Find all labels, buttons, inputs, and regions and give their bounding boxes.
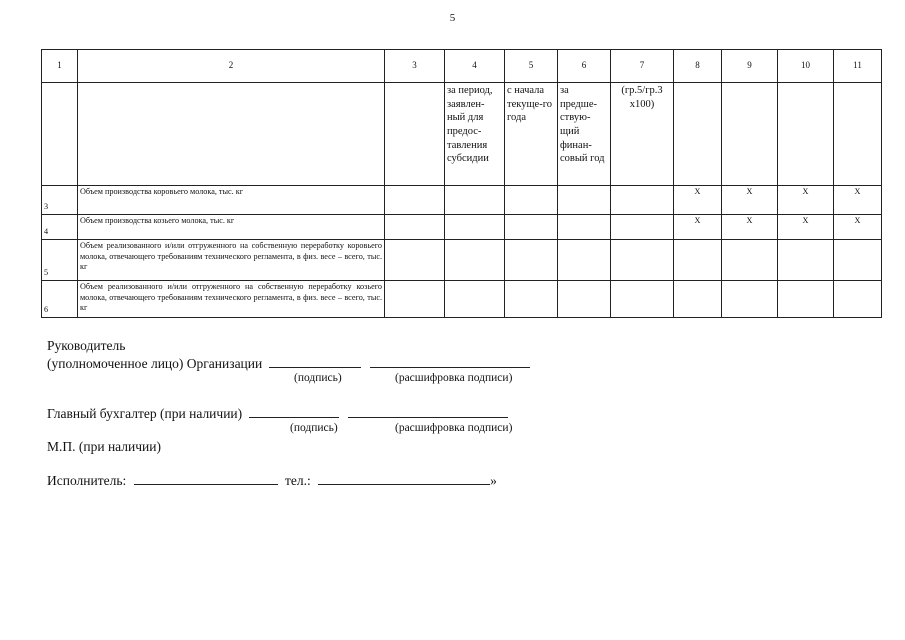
empty-cell <box>778 240 834 281</box>
x-mark: Х <box>722 215 778 240</box>
empty-cell <box>778 281 834 318</box>
col-number-4: 4 <box>445 50 505 83</box>
empty-cell <box>722 281 778 318</box>
decode-caption: (расшифровка подписи) <box>395 372 513 384</box>
head-signature-line <box>47 356 530 372</box>
col-number-3: 3 <box>385 50 445 83</box>
empty-cell <box>505 281 558 318</box>
subheader-ratio: (гр.5/гр.3 х100) <box>611 83 674 186</box>
x-mark: Х <box>722 186 778 215</box>
decode-blank <box>348 416 508 418</box>
subheader-period: за период, заявлен-ный для предос-тавления субсидии <box>445 83 505 186</box>
empty-cell <box>611 215 674 240</box>
col-number-9: 9 <box>722 50 778 83</box>
col-number-6: 6 <box>558 50 611 83</box>
empty-cell <box>558 215 611 240</box>
empty-cell <box>834 281 882 318</box>
empty-cell <box>611 186 674 215</box>
table-row <box>42 240 882 281</box>
col-number-11: 11 <box>834 50 882 83</box>
row-number: 5 <box>42 240 78 281</box>
empty-cell <box>445 186 505 215</box>
head-subtitle: (уполномоченное лицо) Организации <box>47 356 263 371</box>
phone-label: тел.: <box>285 473 311 488</box>
x-mark: Х <box>834 215 882 240</box>
empty-cell <box>558 186 611 215</box>
empty-cell <box>445 281 505 318</box>
col-number-2: 2 <box>78 50 385 83</box>
col-number-7: 7 <box>611 50 674 83</box>
empty-cell <box>445 215 505 240</box>
empty-cell <box>558 240 611 281</box>
empty-cell <box>834 240 882 281</box>
empty-cell <box>385 215 445 240</box>
row-description: Объем реализованного и/или отгруженного на собственную переработку козьего молока, отвечающего требованиям технического регламента, в физ. весе – всего, тыс. кг <box>78 281 385 318</box>
empty-cell <box>78 83 385 186</box>
signature-caption: (подпись) <box>290 422 338 434</box>
table-row <box>42 186 882 215</box>
row-description: Объем производства козьего молока, тыс. кг <box>78 215 385 240</box>
decode-blank <box>370 366 530 368</box>
empty-cell <box>42 83 78 186</box>
empty-cell <box>611 281 674 318</box>
row-description: Объем производства коровьего молока, тыс. кг <box>78 186 385 215</box>
signature-blank <box>269 366 361 368</box>
empty-cell <box>778 83 834 186</box>
col-number-5: 5 <box>505 50 558 83</box>
column-number-row <box>42 50 882 83</box>
row-number: 6 <box>42 281 78 318</box>
empty-cell <box>834 83 882 186</box>
empty-cell <box>674 240 722 281</box>
row-number: 4 <box>42 215 78 240</box>
phone-blank <box>318 483 490 485</box>
empty-cell <box>385 240 445 281</box>
subheader-row <box>42 83 882 186</box>
col-number-8: 8 <box>674 50 722 83</box>
empty-cell <box>385 83 445 186</box>
empty-cell <box>722 240 778 281</box>
x-mark: Х <box>778 215 834 240</box>
empty-cell <box>558 281 611 318</box>
empty-cell <box>611 240 674 281</box>
row-description: Объем реализованного и/или отгруженного на собственную переработку коровьего молока, отвечающего требованиям технического регламента, в физ. весе – всего, тыс. кг <box>78 240 385 281</box>
accountant-signature-line <box>47 406 508 422</box>
signature-caption: (подпись) <box>294 372 342 384</box>
empty-cell <box>674 83 722 186</box>
executor-line <box>47 473 497 489</box>
empty-cell <box>385 281 445 318</box>
page-number: 5 <box>449 12 456 24</box>
executor-blank <box>134 483 278 485</box>
stamp-label: М.П. (при наличии) <box>47 439 161 454</box>
table-row <box>42 215 882 240</box>
x-mark: Х <box>778 186 834 215</box>
x-mark: Х <box>834 186 882 215</box>
col-number-10: 10 <box>778 50 834 83</box>
executor-label: Исполнитель: <box>47 473 127 488</box>
empty-cell <box>385 186 445 215</box>
empty-cell <box>674 281 722 318</box>
closing-quote: » <box>490 473 497 488</box>
empty-cell <box>445 240 505 281</box>
empty-cell <box>505 240 558 281</box>
report-table <box>41 49 882 318</box>
decode-caption: (расшифровка подписи) <box>395 422 513 434</box>
table-row <box>42 281 882 318</box>
subheader-previous-year: за предше-ствую-щий финан-совый год <box>558 83 611 186</box>
row-number: 3 <box>42 186 78 215</box>
col-number-1: 1 <box>42 50 78 83</box>
signature-blank <box>249 416 339 418</box>
empty-cell <box>505 186 558 215</box>
subheader-year-start: с начала текуще-го года <box>505 83 558 186</box>
x-mark: Х <box>674 186 722 215</box>
x-mark: Х <box>674 215 722 240</box>
empty-cell <box>722 83 778 186</box>
head-title: Руководитель <box>47 338 126 353</box>
accountant-label: Главный бухгалтер (при наличии) <box>47 406 243 421</box>
empty-cell <box>505 215 558 240</box>
